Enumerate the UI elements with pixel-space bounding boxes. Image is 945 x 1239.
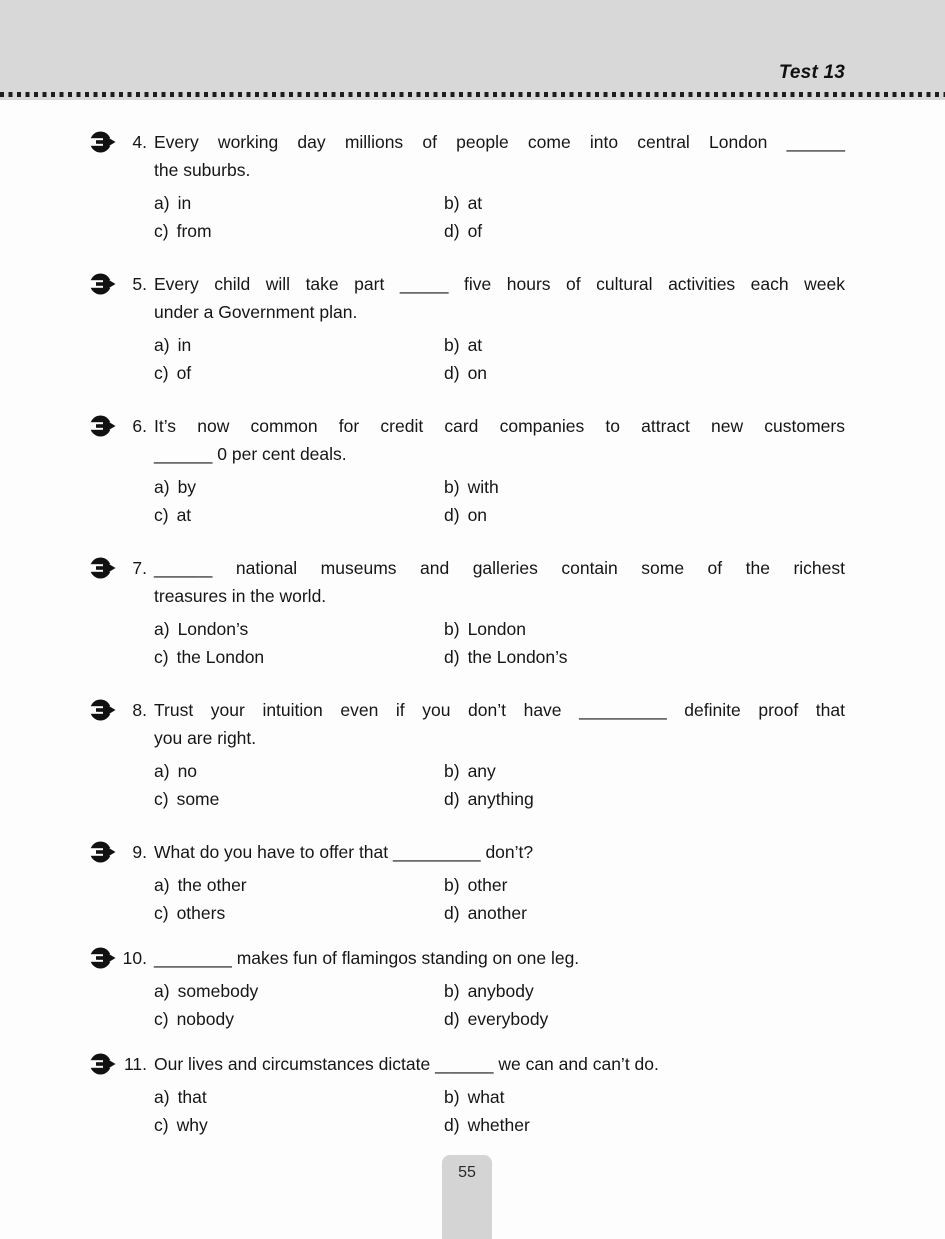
test-title: Test 13 — [778, 62, 845, 83]
option-b — [444, 1083, 845, 1111]
option-d — [444, 1005, 845, 1033]
option-a — [154, 189, 444, 217]
option-text: everybody — [467, 1009, 549, 1029]
option-a — [154, 977, 444, 1005]
option-text: on — [467, 363, 488, 383]
question-text-line1: ______ national museums and galleries contain some of the richest — [154, 558, 845, 578]
option-text: at — [176, 505, 192, 525]
question-body — [154, 412, 845, 529]
question-body — [154, 128, 845, 245]
option-text: at — [467, 335, 483, 355]
question-number: 6. — [132, 416, 147, 436]
option-c — [154, 785, 444, 813]
option-text: some — [176, 789, 220, 809]
options — [154, 615, 845, 671]
question-11 — [90, 1050, 845, 1139]
option-c — [154, 643, 444, 671]
option-text: of — [467, 221, 483, 241]
question-list — [0, 100, 945, 1139]
option-label: d) — [444, 789, 460, 809]
question-7 — [90, 554, 845, 671]
option-text: any — [467, 761, 496, 781]
option-d — [444, 785, 845, 813]
option-b — [444, 189, 845, 217]
arrow-circle-icon — [90, 128, 117, 245]
option-label: d) — [444, 1009, 460, 1029]
option-label: b) — [444, 193, 460, 213]
option-text: by — [177, 477, 197, 497]
option-label: b) — [444, 335, 460, 355]
option-label: b) — [444, 477, 460, 497]
option-text: whether — [467, 1115, 530, 1135]
option-text: on — [467, 505, 488, 525]
option-text: London’s — [177, 619, 249, 639]
arrow-circle-icon — [90, 944, 117, 1033]
question-body — [154, 838, 845, 927]
question-number: 9. — [132, 842, 147, 862]
question-body — [154, 554, 845, 671]
option-d — [444, 1111, 845, 1139]
option-text: that — [177, 1087, 207, 1107]
option-text: the London’s — [467, 647, 568, 667]
option-d — [444, 899, 845, 927]
options — [154, 331, 845, 387]
question-10 — [90, 944, 845, 1033]
question-text-line1: It’s now common for credit card companies to attract new customers — [154, 416, 845, 436]
options — [154, 977, 845, 1033]
question-8 — [90, 696, 845, 813]
question-number: 10. — [122, 948, 147, 968]
question-text-line2: treasures in the world. — [154, 586, 327, 606]
arrow-circle-icon — [90, 696, 117, 813]
option-label: c) — [154, 903, 169, 923]
arrow-circle-icon — [90, 270, 117, 387]
question-body — [154, 696, 845, 813]
option-b — [444, 757, 845, 785]
option-text: nobody — [176, 1009, 234, 1029]
options — [154, 473, 845, 529]
option-label: c) — [154, 221, 169, 241]
option-text: others — [176, 903, 226, 923]
option-b — [444, 871, 845, 899]
option-label: a) — [154, 981, 170, 1001]
option-c — [154, 1111, 444, 1139]
option-label: d) — [444, 1115, 460, 1135]
option-label: d) — [444, 221, 460, 241]
options — [154, 189, 845, 245]
question-body — [154, 1050, 845, 1139]
option-text: with — [467, 477, 499, 497]
option-d — [444, 217, 845, 245]
question-4 — [90, 128, 845, 245]
options — [154, 871, 845, 927]
option-d — [444, 359, 845, 387]
option-label: b) — [444, 619, 460, 639]
question-6 — [90, 412, 845, 529]
option-label: b) — [444, 981, 460, 1001]
option-text: other — [467, 875, 508, 895]
option-a — [154, 757, 444, 785]
question-text-line2: under a Government plan. — [154, 302, 358, 322]
question-body — [154, 270, 845, 387]
option-label: c) — [154, 505, 169, 525]
option-c — [154, 899, 444, 927]
option-text: anything — [467, 789, 534, 809]
option-c — [154, 501, 444, 529]
option-label: c) — [154, 363, 169, 383]
option-label: c) — [154, 1115, 169, 1135]
option-label: c) — [154, 647, 169, 667]
option-a — [154, 871, 444, 899]
option-label: d) — [444, 363, 460, 383]
option-c — [154, 217, 444, 245]
option-label: b) — [444, 761, 460, 781]
option-text: the London — [176, 647, 265, 667]
option-text: from — [176, 221, 212, 241]
question-9 — [90, 838, 845, 927]
dotted-divider — [0, 92, 945, 97]
question-number: 7. — [132, 558, 147, 578]
question-text-line1: ________ makes fun of flamingos standing on one leg. — [154, 948, 580, 968]
option-label: c) — [154, 789, 169, 809]
question-number: 4. — [132, 132, 147, 152]
page-number: 55 — [458, 1164, 476, 1181]
option-text: at — [467, 193, 483, 213]
question-text-line2: the suburbs. — [154, 160, 251, 180]
option-b — [444, 473, 845, 501]
question-text-line1: Our lives and circumstances dictate ______ we can and can’t do. — [154, 1054, 659, 1074]
option-label: a) — [154, 335, 170, 355]
arrow-circle-icon — [90, 1050, 117, 1139]
option-text: in — [177, 193, 192, 213]
option-c — [154, 359, 444, 387]
option-a — [154, 473, 444, 501]
option-label: b) — [444, 875, 460, 895]
question-number: 11. — [123, 1054, 147, 1074]
options — [154, 757, 845, 813]
arrow-circle-icon — [90, 838, 117, 927]
page-number-tab — [442, 1155, 492, 1239]
option-label: c) — [154, 1009, 169, 1029]
option-label: d) — [444, 903, 460, 923]
page-header — [0, 0, 945, 100]
option-b — [444, 615, 845, 643]
option-label: b) — [444, 1087, 460, 1107]
option-label: a) — [154, 619, 170, 639]
option-label: d) — [444, 647, 460, 667]
option-text: of — [176, 363, 192, 383]
option-a — [154, 331, 444, 359]
arrow-circle-icon — [90, 554, 117, 671]
option-text: what — [467, 1087, 505, 1107]
question-text-line2: ______ 0 per cent deals. — [154, 444, 347, 464]
option-d — [444, 501, 845, 529]
option-label: a) — [154, 1087, 170, 1107]
arrow-circle-icon — [90, 412, 117, 529]
question-text-line1: Every child will take part _____ five hours of cultural activities each week — [154, 274, 845, 294]
option-text: London — [467, 619, 526, 639]
question-number: 8. — [132, 700, 147, 720]
option-d — [444, 643, 845, 671]
option-text: the other — [177, 875, 247, 895]
option-text: why — [176, 1115, 208, 1135]
option-a — [154, 1083, 444, 1111]
question-number: 5. — [132, 274, 147, 294]
question-text-line1: Every working day millions of people come into central London ______ — [154, 132, 845, 152]
option-text: anybody — [467, 981, 534, 1001]
question-text-line2: you are right. — [154, 728, 257, 748]
option-label: a) — [154, 477, 170, 497]
option-text: in — [177, 335, 192, 355]
option-c — [154, 1005, 444, 1033]
option-text: no — [177, 761, 198, 781]
option-text: another — [467, 903, 527, 923]
option-a — [154, 615, 444, 643]
option-label: a) — [154, 761, 170, 781]
option-b — [444, 331, 845, 359]
question-body — [154, 944, 845, 1033]
option-label: d) — [444, 505, 460, 525]
option-label: a) — [154, 875, 170, 895]
option-text: somebody — [177, 981, 259, 1001]
question-5 — [90, 270, 845, 387]
question-text-line1: Trust your intuition even if you don’t have _________ definite proof that — [154, 700, 845, 720]
options — [154, 1083, 845, 1139]
option-label: a) — [154, 193, 170, 213]
question-text-line1: What do you have to offer that _________ don’t? — [154, 842, 534, 862]
option-b — [444, 977, 845, 1005]
